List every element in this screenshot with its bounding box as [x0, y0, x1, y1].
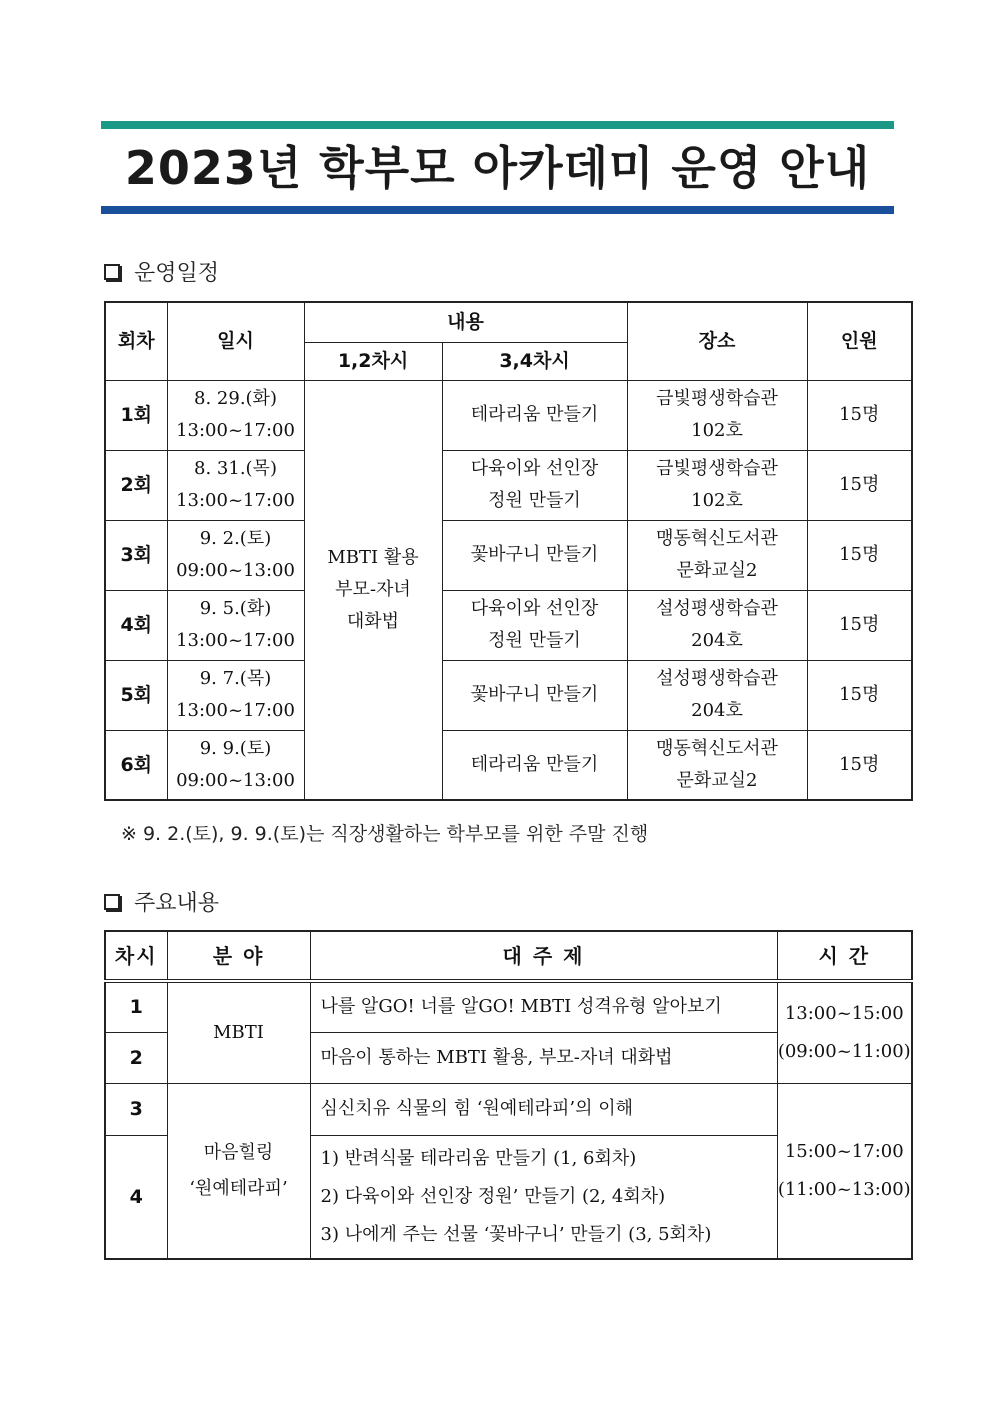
activity-cell: 테라리움 만들기 — [442, 380, 627, 450]
place-cell: 금빛평생학습관 102호 — [627, 380, 807, 450]
header-content: 내용 — [304, 302, 627, 342]
datetime-cell: 9. 9.(토) 09:00~13:00 — [167, 730, 304, 800]
theme-cell: 나를 알GO! 너를 알GO! MBTI 성격유형 알아보기 — [310, 981, 777, 1032]
datetime-cell: 8. 29.(화) 13:00~17:00 — [167, 380, 304, 450]
title-bottom-rule — [101, 206, 894, 214]
datetime-cell: 9. 5.(화) 13:00~17:00 — [167, 590, 304, 660]
field-cell: MBTI — [167, 981, 310, 1083]
weekend-note: ※ 9. 2.(토), 9. 9.(토)는 직장생활하는 학부모를 위한 주말 진행 — [121, 823, 649, 845]
people-cell: 15명 — [807, 730, 912, 800]
activity-cell: 꽃바구니 만들기 — [442, 660, 627, 730]
table-row — [105, 1083, 912, 1135]
session-cell: 4 — [105, 1135, 167, 1259]
header-datetime: 일시 — [167, 302, 304, 380]
time-cell: 15:00~17:00 (11:00~13:00) — [777, 1083, 912, 1259]
round-cell: 5회 — [105, 660, 167, 730]
round-cell: 3회 — [105, 520, 167, 590]
table-row — [105, 981, 912, 1032]
table-row — [105, 660, 912, 730]
theme-cell: 1) 반려식물 테라리움 만들기 (1, 6회차) 2) 다육이와 선인장 정원’ 만들기 (2, 4회차) 3) 나에게 주는 선물 ‘꽃바구니’ 만들기 (3, 5회차) — [310, 1135, 777, 1259]
theme-cell: 마음이 통하는 MBTI 활용, 부모-자녀 대화법 — [310, 1032, 777, 1083]
table-row — [105, 520, 912, 590]
round-cell: 4회 — [105, 590, 167, 660]
people-cell: 15명 — [807, 520, 912, 590]
place-cell: 설성평생학습관 204호 — [627, 660, 807, 730]
session-cell: 1 — [105, 981, 167, 1032]
place-cell: 설성평생학습관 204호 — [627, 590, 807, 660]
people-cell: 15명 — [807, 660, 912, 730]
activity-cell: 테라리움 만들기 — [442, 730, 627, 800]
place-cell: 맹동혁신도서관 문화교실2 — [627, 520, 807, 590]
activity-cell: 꽃바구니 만들기 — [442, 520, 627, 590]
round-cell: 6회 — [105, 730, 167, 800]
header-theme: 대 주 제 — [310, 931, 777, 981]
table-row — [105, 590, 912, 660]
place-cell: 금빛평생학습관 102호 — [627, 450, 807, 520]
content-table — [104, 930, 913, 1260]
people-cell: 15명 — [807, 380, 912, 450]
content-section-heading — [104, 886, 219, 917]
schedule-section-heading — [104, 256, 219, 287]
time-cell: 13:00~15:00 (09:00~11:00) — [777, 981, 912, 1083]
checkbox-square-icon — [104, 264, 120, 280]
header-session: 차시 — [105, 931, 167, 981]
table-row — [105, 380, 912, 450]
schedule-heading-text: 운영일정 — [134, 261, 220, 286]
content-heading-text: 주요내용 — [134, 891, 220, 916]
round-cell: 2회 — [105, 450, 167, 520]
header-session12: 1,2차시 — [304, 342, 442, 380]
page-title: 2023년 학부모 아카데미 운영 안내 — [124, 141, 871, 195]
datetime-cell: 8. 31.(목) 13:00~17:00 — [167, 450, 304, 520]
activity-cell: 다육이와 선인장 정원 만들기 — [442, 450, 627, 520]
session-cell: 3 — [105, 1083, 167, 1135]
table-row — [105, 730, 912, 800]
session-cell: 2 — [105, 1032, 167, 1083]
shared-content-cell: MBTI 활용 부모-자녀 대화법 — [304, 380, 442, 800]
people-cell: 15명 — [807, 450, 912, 520]
header-session34: 3,4차시 — [442, 342, 627, 380]
datetime-cell: 9. 2.(토) 09:00~13:00 — [167, 520, 304, 590]
checkbox-square-icon — [104, 894, 120, 910]
datetime-cell: 9. 7.(목) 13:00~17:00 — [167, 660, 304, 730]
activity-cell: 다육이와 선인장 정원 만들기 — [442, 590, 627, 660]
header-time: 시 간 — [777, 931, 912, 981]
place-cell: 맹동혁신도서관 문화교실2 — [627, 730, 807, 800]
title-top-rule — [101, 121, 894, 129]
table-row — [105, 450, 912, 520]
header-place: 장소 — [627, 302, 807, 380]
theme-cell: 심신치유 식물의 힘 ‘원예테라피’의 이해 — [310, 1083, 777, 1135]
header-field: 분 야 — [167, 931, 310, 981]
round-cell: 1회 — [105, 380, 167, 450]
schedule-table — [104, 301, 913, 801]
header-round: 회차 — [105, 302, 167, 380]
header-people: 인원 — [807, 302, 912, 380]
people-cell: 15명 — [807, 590, 912, 660]
field-cell: 마음힐링 ‘원예테라피’ — [167, 1083, 310, 1259]
